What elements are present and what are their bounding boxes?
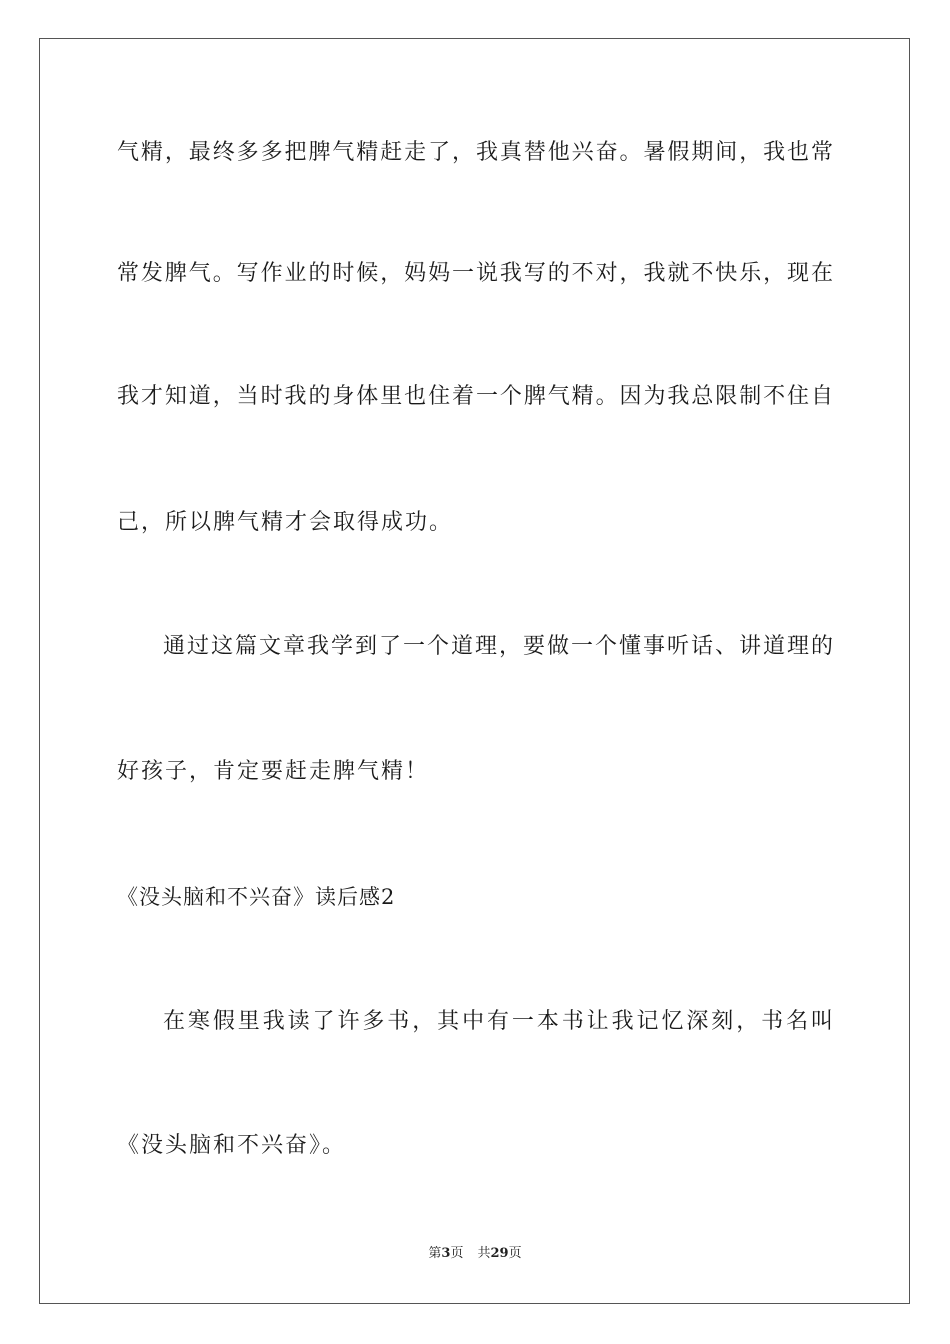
footer-page-suffix: 页 [450,1246,464,1261]
footer-total-pages: 29 [490,1246,509,1261]
body-line-8: 《没头脑和不兴奋》。 [117,1133,347,1158]
page-frame [39,38,910,1304]
footer-total-suffix: 页 [508,1246,522,1261]
section-heading: 《没头脑和不兴奋》读后感2 [117,885,396,909]
footer-page-prefix: 第 [428,1246,442,1261]
body-line-1: 气精，最终多多把脾气精赶走了，我真替他兴奋。暑假期间，我也常 [117,140,833,165]
page-footer [0,1245,950,1263]
body-line-3: 我才知道，当时我的身体里也住着一个脾气精。因为我总限制不住自 [117,384,833,409]
footer-page-number: 3 [441,1246,451,1261]
body-line-5: 通过这篇文章我学到了一个道理，要做一个懂事听话、讲道理的 [163,634,833,659]
body-line-7: 在寒假里我读了许多书，其中有一本书让我记忆深刻，书名叫 [163,1009,833,1034]
body-line-4: 己，所以脾气精才会取得成功。 [117,510,454,535]
body-line-6: 好孩子，肯定要赶走脾气精！ [117,759,430,784]
body-line-2: 常发脾气。写作业的时候，妈妈一说我写的不对，我就不快乐，现在 [117,261,833,286]
footer-total-prefix: 共 [477,1246,491,1261]
